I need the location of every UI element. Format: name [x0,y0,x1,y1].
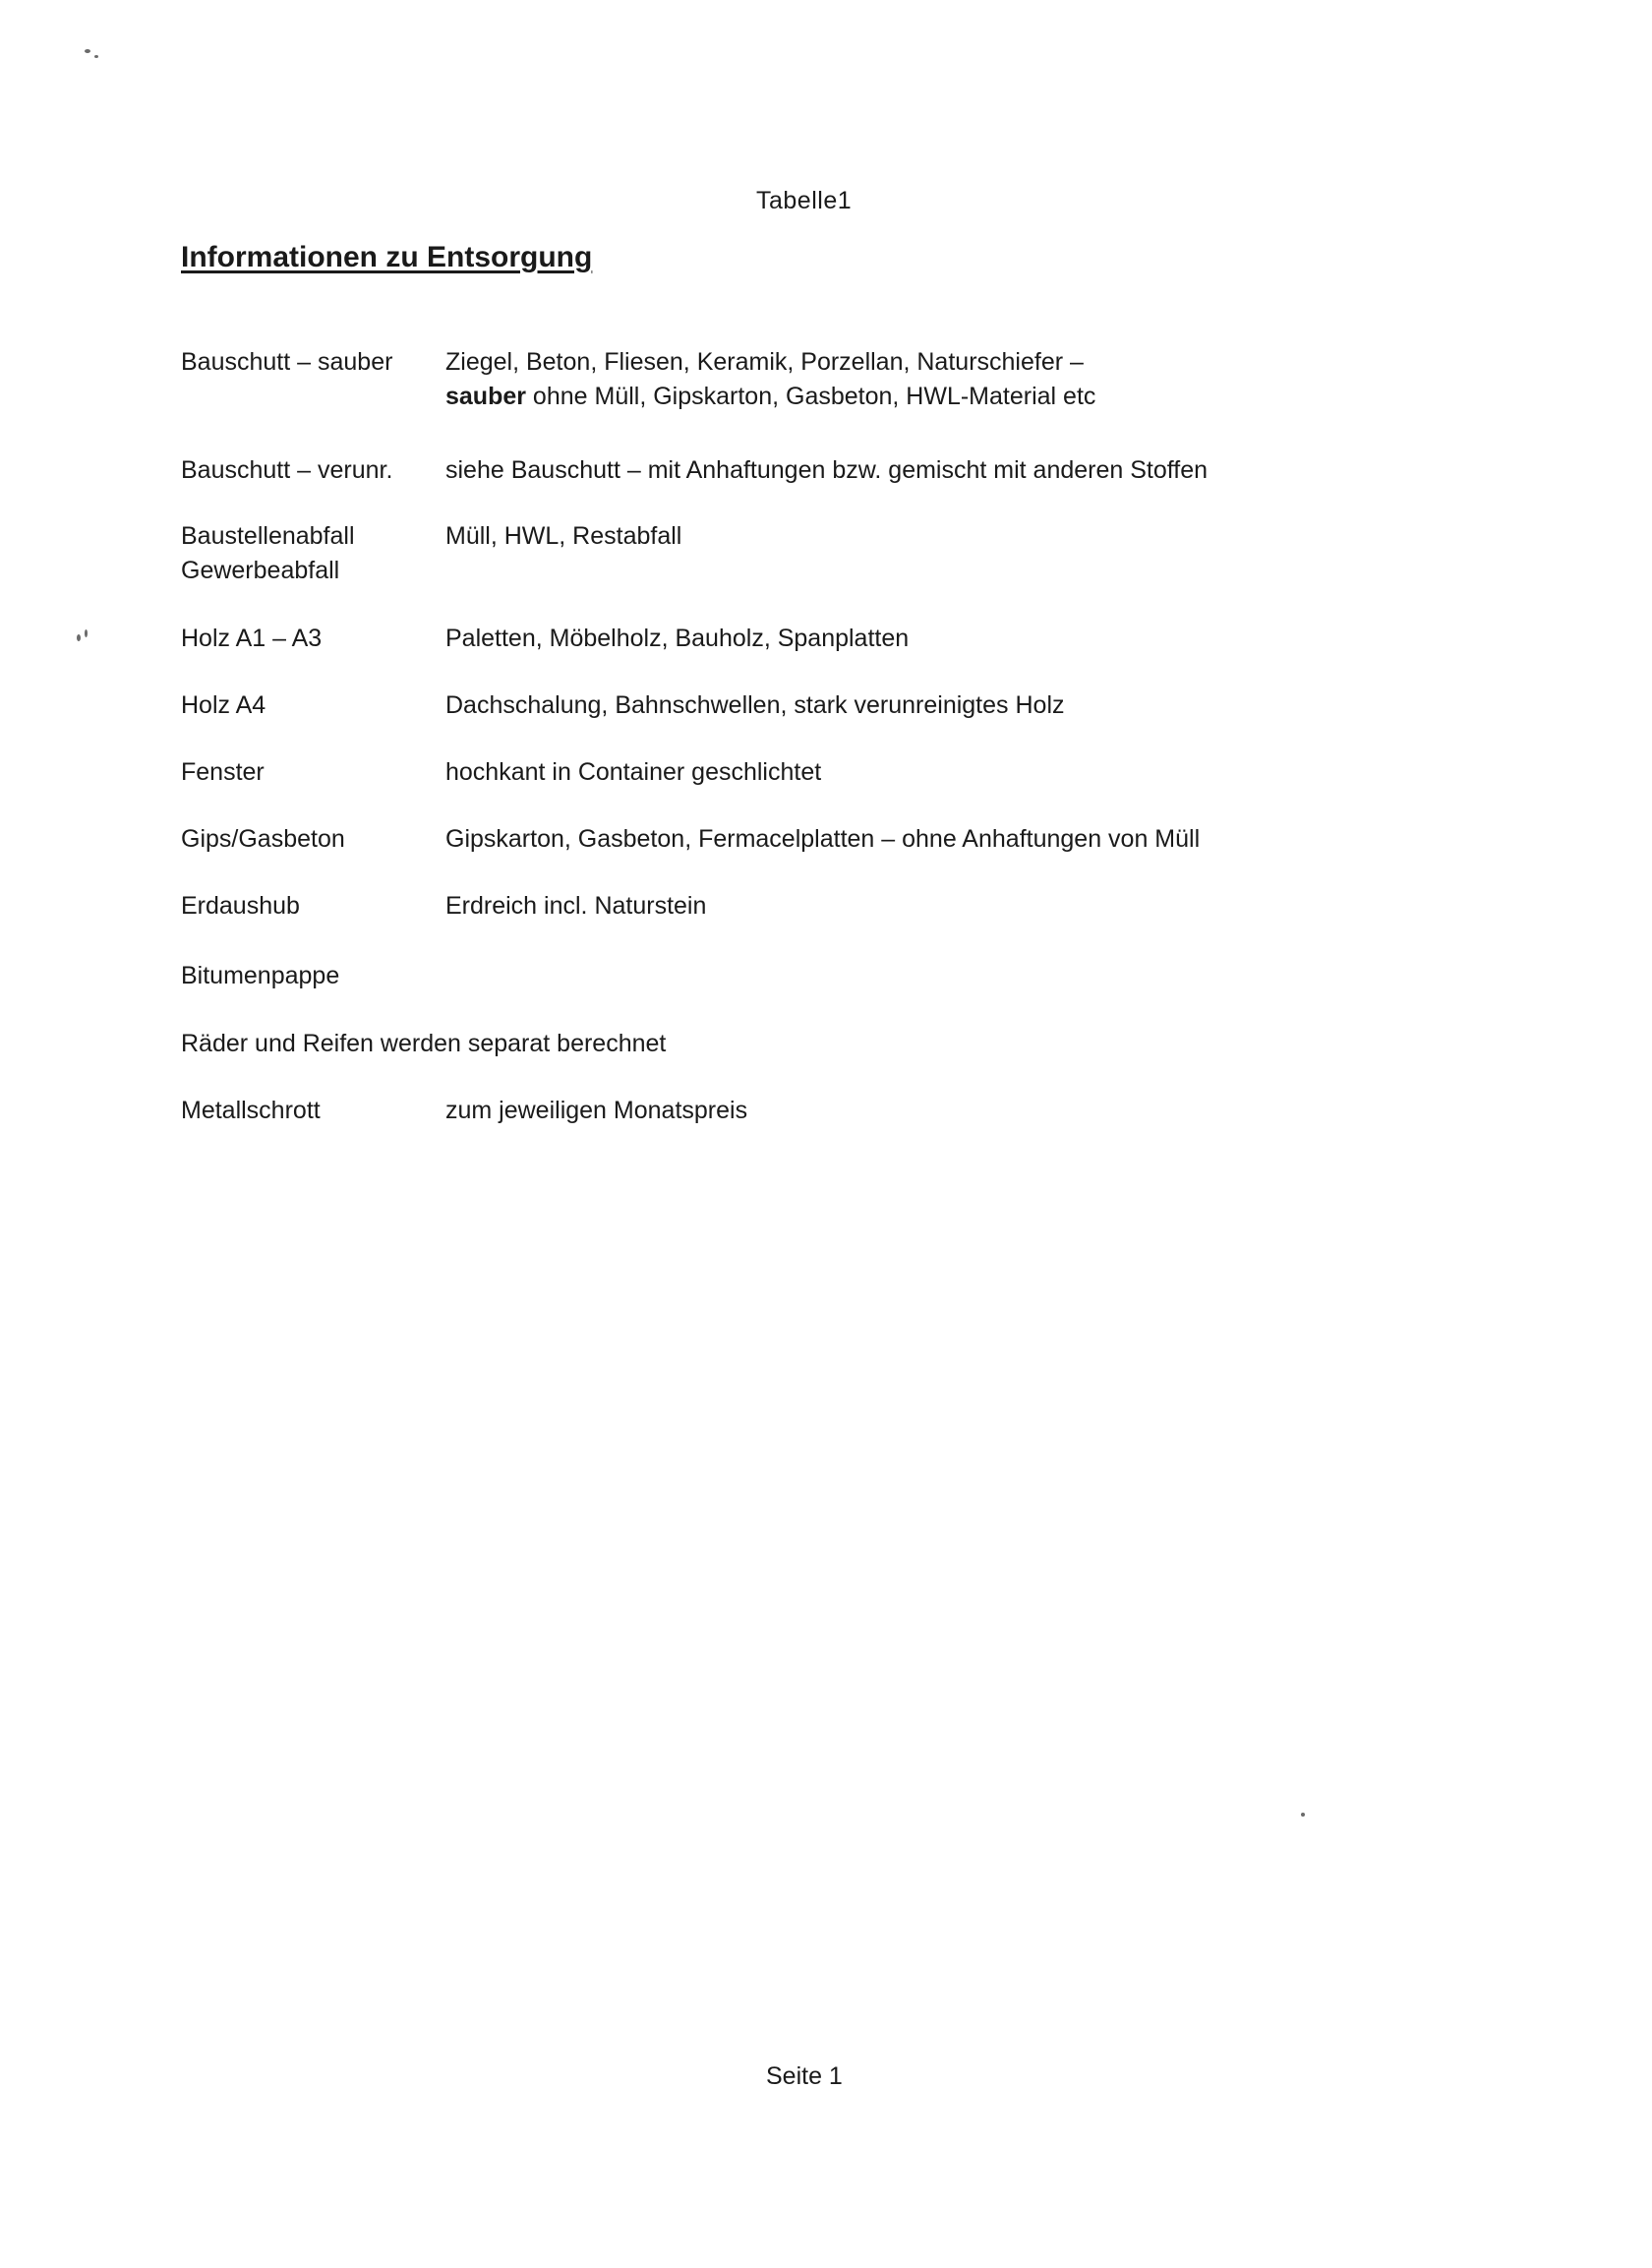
scan-speck [85,49,90,53]
row-description: Gipskarton, Gasbeton, Fermacelplatten – ohne Anhaftungen von Müll [445,825,1201,853]
scan-speck [77,634,81,641]
scan-speck [85,629,88,637]
row-label: Holz A4 [181,691,266,719]
row-label: Bauschutt – sauber [181,348,393,376]
row-description: Erdreich incl. Naturstein [445,892,707,920]
row-label: Gips/Gasbeton [181,825,345,853]
row-note: Räder und Reifen werden separat berechnet [181,1030,667,1057]
row-description-line: Ziegel, Beton, Fliesen, Keramik, Porzellan, Naturschiefer – [445,348,1084,376]
row-label-line: Gewerbeabfall [181,557,340,584]
row-description [445,345,1095,414]
row-label-line: Baustellenabfall [181,522,355,550]
row-label: Bauschutt – verunr. [181,456,393,484]
row-description: zum jeweiligen Monatspreis [445,1097,748,1124]
page-footer: Seite 1 [766,2062,843,2090]
row-description: hochkant in Container geschlichtet [445,758,822,786]
row-label: Bitumenpappe [181,962,340,989]
row-label: Erdaushub [181,892,300,920]
row-label: Fenster [181,758,265,786]
row-label: Holz A1 – A3 [181,625,323,652]
page-header: Tabelle1 [756,187,853,214]
document-title: Informationen zu Entsorgung [181,241,593,273]
row-description-line: ohne Müll, Gipskarton, Gasbeton, HWL-Material etc [525,383,1096,410]
row-description: Paletten, Möbelholz, Bauholz, Spanplatten [445,625,910,652]
row-description: siehe Bauschutt – mit Anhaftungen bzw. gemischt mit anderen Stoffen [445,456,1209,484]
row-label: Metallschrott [181,1097,321,1124]
row-description-emphasis: sauber [445,383,526,410]
scan-speck [94,55,98,58]
row-label [181,519,355,588]
row-description: Dachschalung, Bahnschwellen, stark verunreinigtes Holz [445,691,1065,719]
row-description: Müll, HWL, Restabfall [445,522,682,550]
scan-speck [1301,1813,1305,1817]
